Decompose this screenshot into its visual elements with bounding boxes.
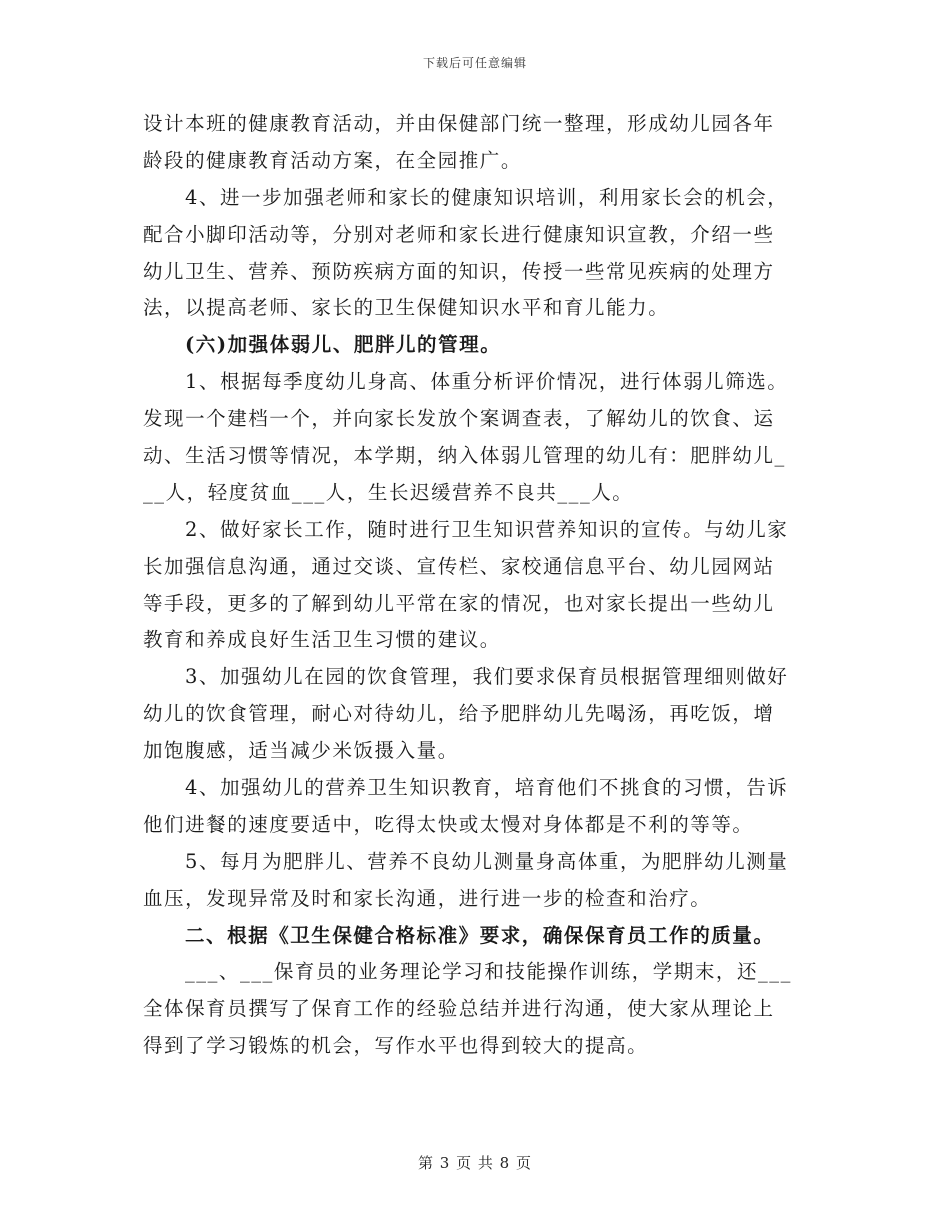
paragraph-line: 4、加强幼儿的营养卫生知识教育，培育他们不挑食的习惯，告诉 xyxy=(185,776,789,800)
paragraph-line: 3、加强幼儿在园的饮食管理，我们要求保育员根据管理细则做好 xyxy=(185,665,789,689)
paragraph-line: 他们进餐的速度要适中，吃得太快或太慢对身体都是不利的等等。 xyxy=(143,812,754,836)
paragraph-line: 等手段，更多的了解到幼儿平常在家的情况，也对家长提出一些幼儿 xyxy=(143,591,775,615)
paragraph-line: 龄段的健康教育活动方案，在全园推广。 xyxy=(143,148,522,172)
section-heading: 二、根据《卫生保健合格标准》要求，确保保育员工作的质量。 xyxy=(185,923,775,947)
paragraph-line: 2、做好家长工作，随时进行卫生知识营养知识的宣传。与幼儿家 xyxy=(185,517,789,541)
paragraph-line: 4、进一步加强老师和家长的健康知识培训，利用家长会的机会， xyxy=(185,185,789,209)
page-header: 下载后可任意编辑 xyxy=(422,56,527,70)
document-body xyxy=(143,106,808,1065)
paragraph-line: 幼儿卫生、营养、预防疾病方面的知识，传授一些常见疾病的处理方 xyxy=(143,259,775,283)
paragraph-line: 动、生活习惯等情况，本学期，纳入体弱儿管理的幼儿有：肥胖幼儿_ xyxy=(143,444,786,468)
paragraph-line: 设计本班的健康教育活动，并由保健部门统一整理，形成幼儿园各年 xyxy=(143,112,775,135)
paragraph-line: 教育和养成良好生活卫生习惯的建议。 xyxy=(143,628,501,652)
paragraph-line: 发现一个建档一个，并向家长发放个案调查表，了解幼儿的饮食、运 xyxy=(143,407,775,431)
paragraph-line: 加饱腹感，适当减少米饭摄入量。 xyxy=(143,739,459,763)
paragraph-line: ___、___保育员的业务理论学习和技能操作训练，学期末，还___ xyxy=(185,960,792,984)
paragraph-line: 得到了学习锻炼的机会，写作水平也得到较大的提高。 xyxy=(143,1034,649,1058)
section-heading: (六)加强体弱儿、肥胖儿的管理。 xyxy=(185,333,502,357)
paragraph-line: 长加强信息沟通，通过交谈、宣传栏、家校通信息平台、幼儿园网站 xyxy=(143,554,775,578)
paragraph-line: 血压，发现异常及时和家长沟通，进行进一步的检查和治疗。 xyxy=(143,886,712,910)
page-number: 第 3 页 共 8 页 xyxy=(418,1154,532,1172)
paragraph-line: 1、根据每季度幼儿身高、体重分析评价情况，进行体弱儿筛选。 xyxy=(185,370,789,394)
paragraph-line: 全体保育员撰写了保育工作的经验总结并进行沟通，使大家从理论上 xyxy=(143,997,775,1021)
paragraph-line: 幼儿的饮食管理，耐心对待幼儿，给予肥胖幼儿先喝汤，再吃饭，增 xyxy=(143,702,775,726)
paragraph-line: __人，轻度贫血___人，生长迟缓营养不良共___人。 xyxy=(143,480,634,504)
paragraph-line: 配合小脚印活动等，分别对老师和家长进行健康知识宣教，介绍一些 xyxy=(143,222,775,246)
paragraph-line: 法，以提高老师、家长的卫生保健知识水平和育儿能力。 xyxy=(143,296,670,320)
paragraph-line: 5、每月为肥胖儿、营养不良幼儿测量身高体重，为肥胖幼儿测量 xyxy=(185,849,789,873)
